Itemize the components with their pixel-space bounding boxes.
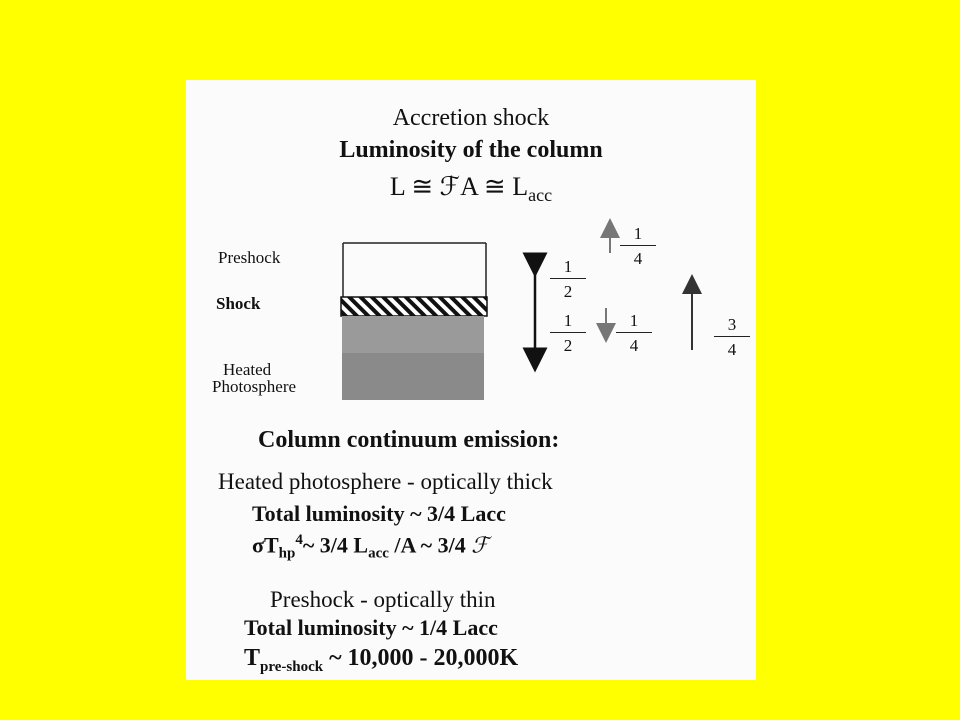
fraction-lower-half [550, 312, 586, 354]
fraction-down-quarter [616, 312, 652, 354]
hp-mid: ~ 3/4 L [302, 532, 369, 558]
fraction-bar [550, 332, 586, 333]
fraction-upper-half [550, 258, 586, 300]
subtitle: Luminosity of the column [339, 137, 603, 163]
fraction-numerator: 1 [563, 311, 573, 330]
pre-T: T [244, 645, 261, 671]
fraction-bar [714, 336, 750, 337]
preshock-region [343, 243, 486, 298]
heated-label-line1: Heated [223, 360, 272, 379]
hp-sigma: σT [252, 532, 279, 558]
eq-lacc-sub: acc [528, 185, 553, 206]
fraction-denominator: 2 [563, 282, 573, 301]
fraction-bar [620, 245, 656, 246]
hp-sup: 4 [295, 532, 303, 548]
hp-sub: hp [278, 545, 296, 562]
section-title: Column continuum emission: [258, 427, 560, 453]
fraction-numerator: 1 [563, 257, 573, 276]
fraction-three-quarters [714, 316, 750, 358]
heated-photosphere-lower [342, 353, 484, 400]
fraction-denominator: 4 [727, 340, 737, 359]
heated-photosphere-heading: Heated photosphere - optically thick [218, 469, 553, 494]
hp-formula [252, 533, 489, 562]
shock-label: Shock [216, 294, 261, 313]
fraction-denominator: 4 [633, 249, 643, 268]
fraction-numerator: 1 [629, 311, 639, 330]
pre-total-luminosity: Total luminosity ~ 1/4 Lacc [244, 615, 498, 640]
eq-flux-area: ℱA [439, 172, 478, 201]
hp-total-luminosity: Total luminosity ~ 3/4 Lacc [252, 501, 506, 526]
pre-temperature [244, 646, 518, 675]
eq-approx-1: ≅ [411, 172, 434, 201]
hp-tail: /A ~ 3/4 [388, 532, 472, 558]
hp-acc-sub: acc [368, 545, 389, 562]
fraction-denominator: 4 [629, 336, 639, 355]
eq-L: L [389, 172, 405, 201]
pre-value: ~ 10,000 - 20,000K [323, 645, 519, 671]
figure-panel [186, 80, 756, 680]
fraction-numerator: 1 [633, 224, 643, 243]
fraction-numerator: 3 [727, 315, 737, 334]
fraction-bar [550, 278, 586, 279]
heated-photosphere-upper [342, 316, 484, 353]
eq-approx-2: ≅ [483, 172, 506, 201]
fraction-bar [616, 332, 652, 333]
shock-layer [341, 297, 487, 316]
hp-script-f: ℱ [471, 532, 489, 558]
heated-label-line2: Photosphere [212, 377, 297, 396]
title: Accretion shock [392, 105, 550, 131]
eq-lacc: $L_{acc}$ [512, 172, 553, 206]
fraction-up-quarter [620, 225, 656, 267]
fraction-denominator: 2 [563, 336, 573, 355]
pre-sub: pre-shock [260, 658, 324, 675]
preshock-heading: Preshock - optically thin [270, 587, 496, 612]
preshock-label: Preshock [218, 248, 281, 267]
